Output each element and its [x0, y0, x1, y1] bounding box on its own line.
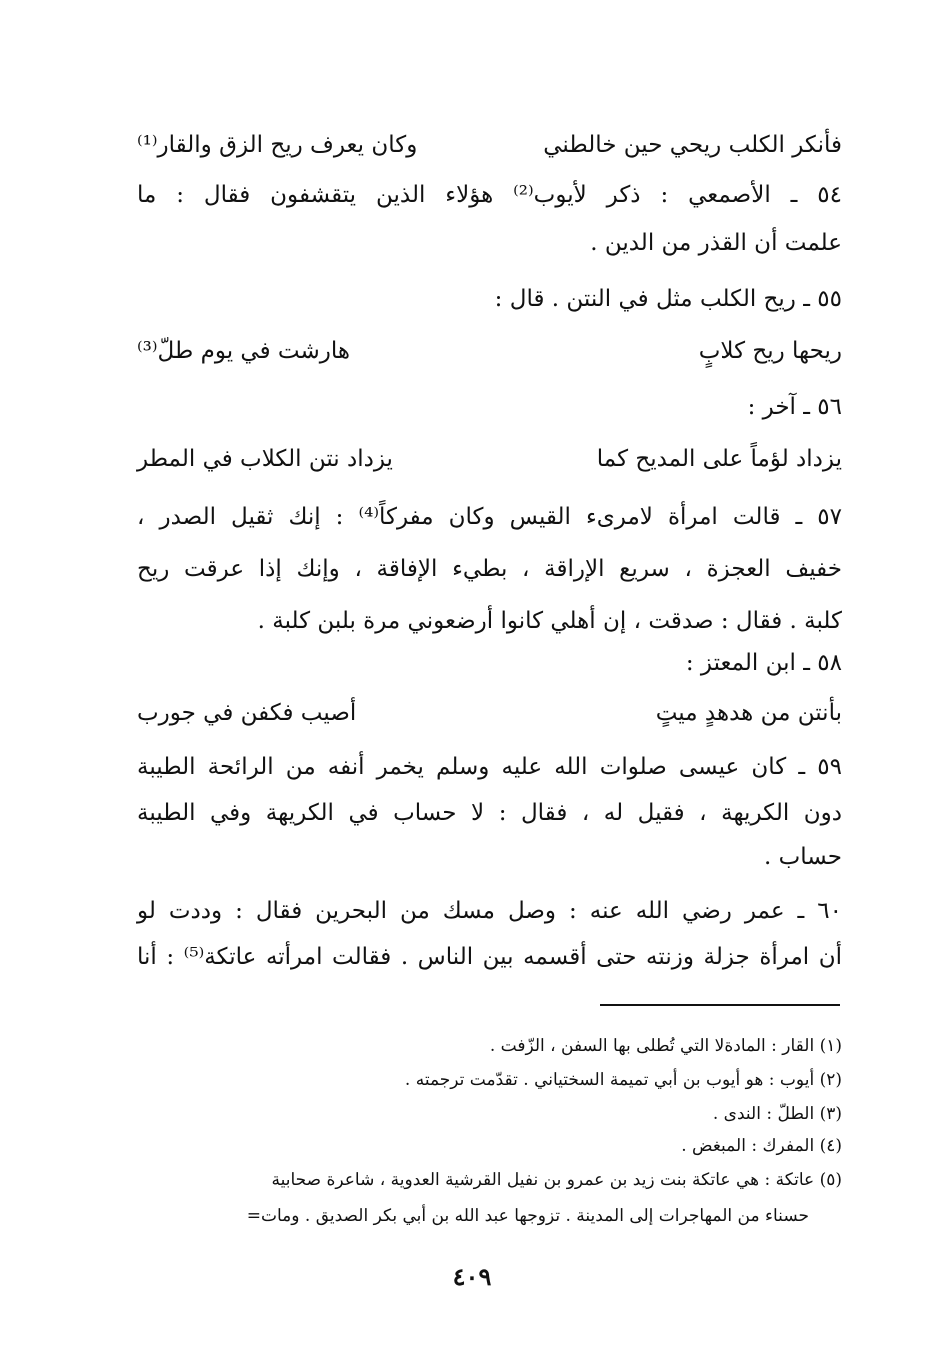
text-line: ٥٧ ـ قالت امرأة لامرىء القيس وكان مفركاً⁽⁴⁾ : إنك ثقيل الصدر ، [137, 504, 842, 530]
footnote-line: (٥) عاتكة : هي عاتكة بنت زيد بن عمرو بن نفيل القرشية العدوية ، شاعرة صحابية [271, 1170, 842, 1190]
text-line: ٥٦ ـ آخر : [747, 394, 842, 420]
footnote-line: (٢) أيوب : هو أيوب بن أبي تميمة السختياني . تقدّمت ترجمته . [404, 1070, 842, 1090]
footnote-line: (٣) الطلّ : الندى . [712, 1104, 842, 1124]
text-line: حساب . [763, 844, 842, 870]
text-line: ٥٥ ـ ريح الكلب مثل في النتن . قال : [494, 286, 842, 312]
footnote-line: حسناء من المهاجرات إلى المدينة . تزوجها عبد الله بن أبي بكر الصديق . ومات= [246, 1206, 809, 1226]
text-line: ٥٩ ـ كان عيسى صلوات الله عليه وسلم يخمر أنفه من الرائحة الطيبة [137, 754, 842, 780]
text-line: دون الكريهة ، فقيل له ، فقال : لا حساب في الكريهة وفي الطيبة [137, 800, 842, 826]
footnote-line: (١) القار : المادةلا التي تُطلى بها السفن ، الزّفت . [489, 1036, 842, 1056]
verse-line [137, 122, 842, 168]
verse-first-hemistich: بأنتن من هدهدٍ ميتٍ [655, 700, 842, 726]
page-number: ٤٠٩ [452, 1262, 492, 1291]
footnote-line: (٤) المفرك : المبغض . [681, 1136, 842, 1156]
text-line: خفيف العجزة ، سريع الإراقة ، بطيء الإفاقة ، وإنك إذا عرقت ريح [137, 556, 842, 582]
text-line: أن امرأة جزلة وزنته حتى أقسمه بين الناس . فقالت امرأته عاتكة⁽⁵⁾ : أنا [137, 944, 842, 970]
verse-second-hemistich: يزداد نتن الكلاب في المطر [137, 446, 393, 472]
verse-line [137, 328, 842, 374]
verse-first-hemistich: ريحها ريح كلابٍ [698, 338, 842, 364]
verse-first-hemistich: يزداد لؤماً على المديح كما [596, 446, 842, 472]
verse-line [137, 690, 842, 736]
text-line: ٦٠ ـ عمر رضي الله عنه : وصل مسك من البحرين فقال : وددت لو [137, 898, 842, 924]
text-line: ٥٨ ـ ابن المعتز : [685, 650, 842, 676]
verse-second-hemistich: وكان يعرف ريح الزق والقار⁽¹⁾ [137, 132, 418, 158]
verse-second-hemistich: هارشت في يوم طلّ⁽³⁾ [137, 338, 350, 364]
footnote-separator [600, 1004, 840, 1006]
text-line: كلبة . فقال : صدقت ، إن أهلي كانوا أرضعوني مرة بلبن كلبة . [257, 608, 842, 634]
verse-second-hemistich: أصيب فكفن في جورب [137, 700, 357, 726]
text-line: علمت أن القذر من الدين . [590, 230, 842, 256]
verse-line [137, 436, 842, 482]
verse-first-hemistich: فأنكر الكلب ريحي حين خالطني [543, 132, 842, 158]
text-line: ٥٤ ـ الأصمعي : ذكر لأيوب⁽²⁾ هؤلاء الذين يتقشفون فقال : ما [137, 182, 842, 208]
